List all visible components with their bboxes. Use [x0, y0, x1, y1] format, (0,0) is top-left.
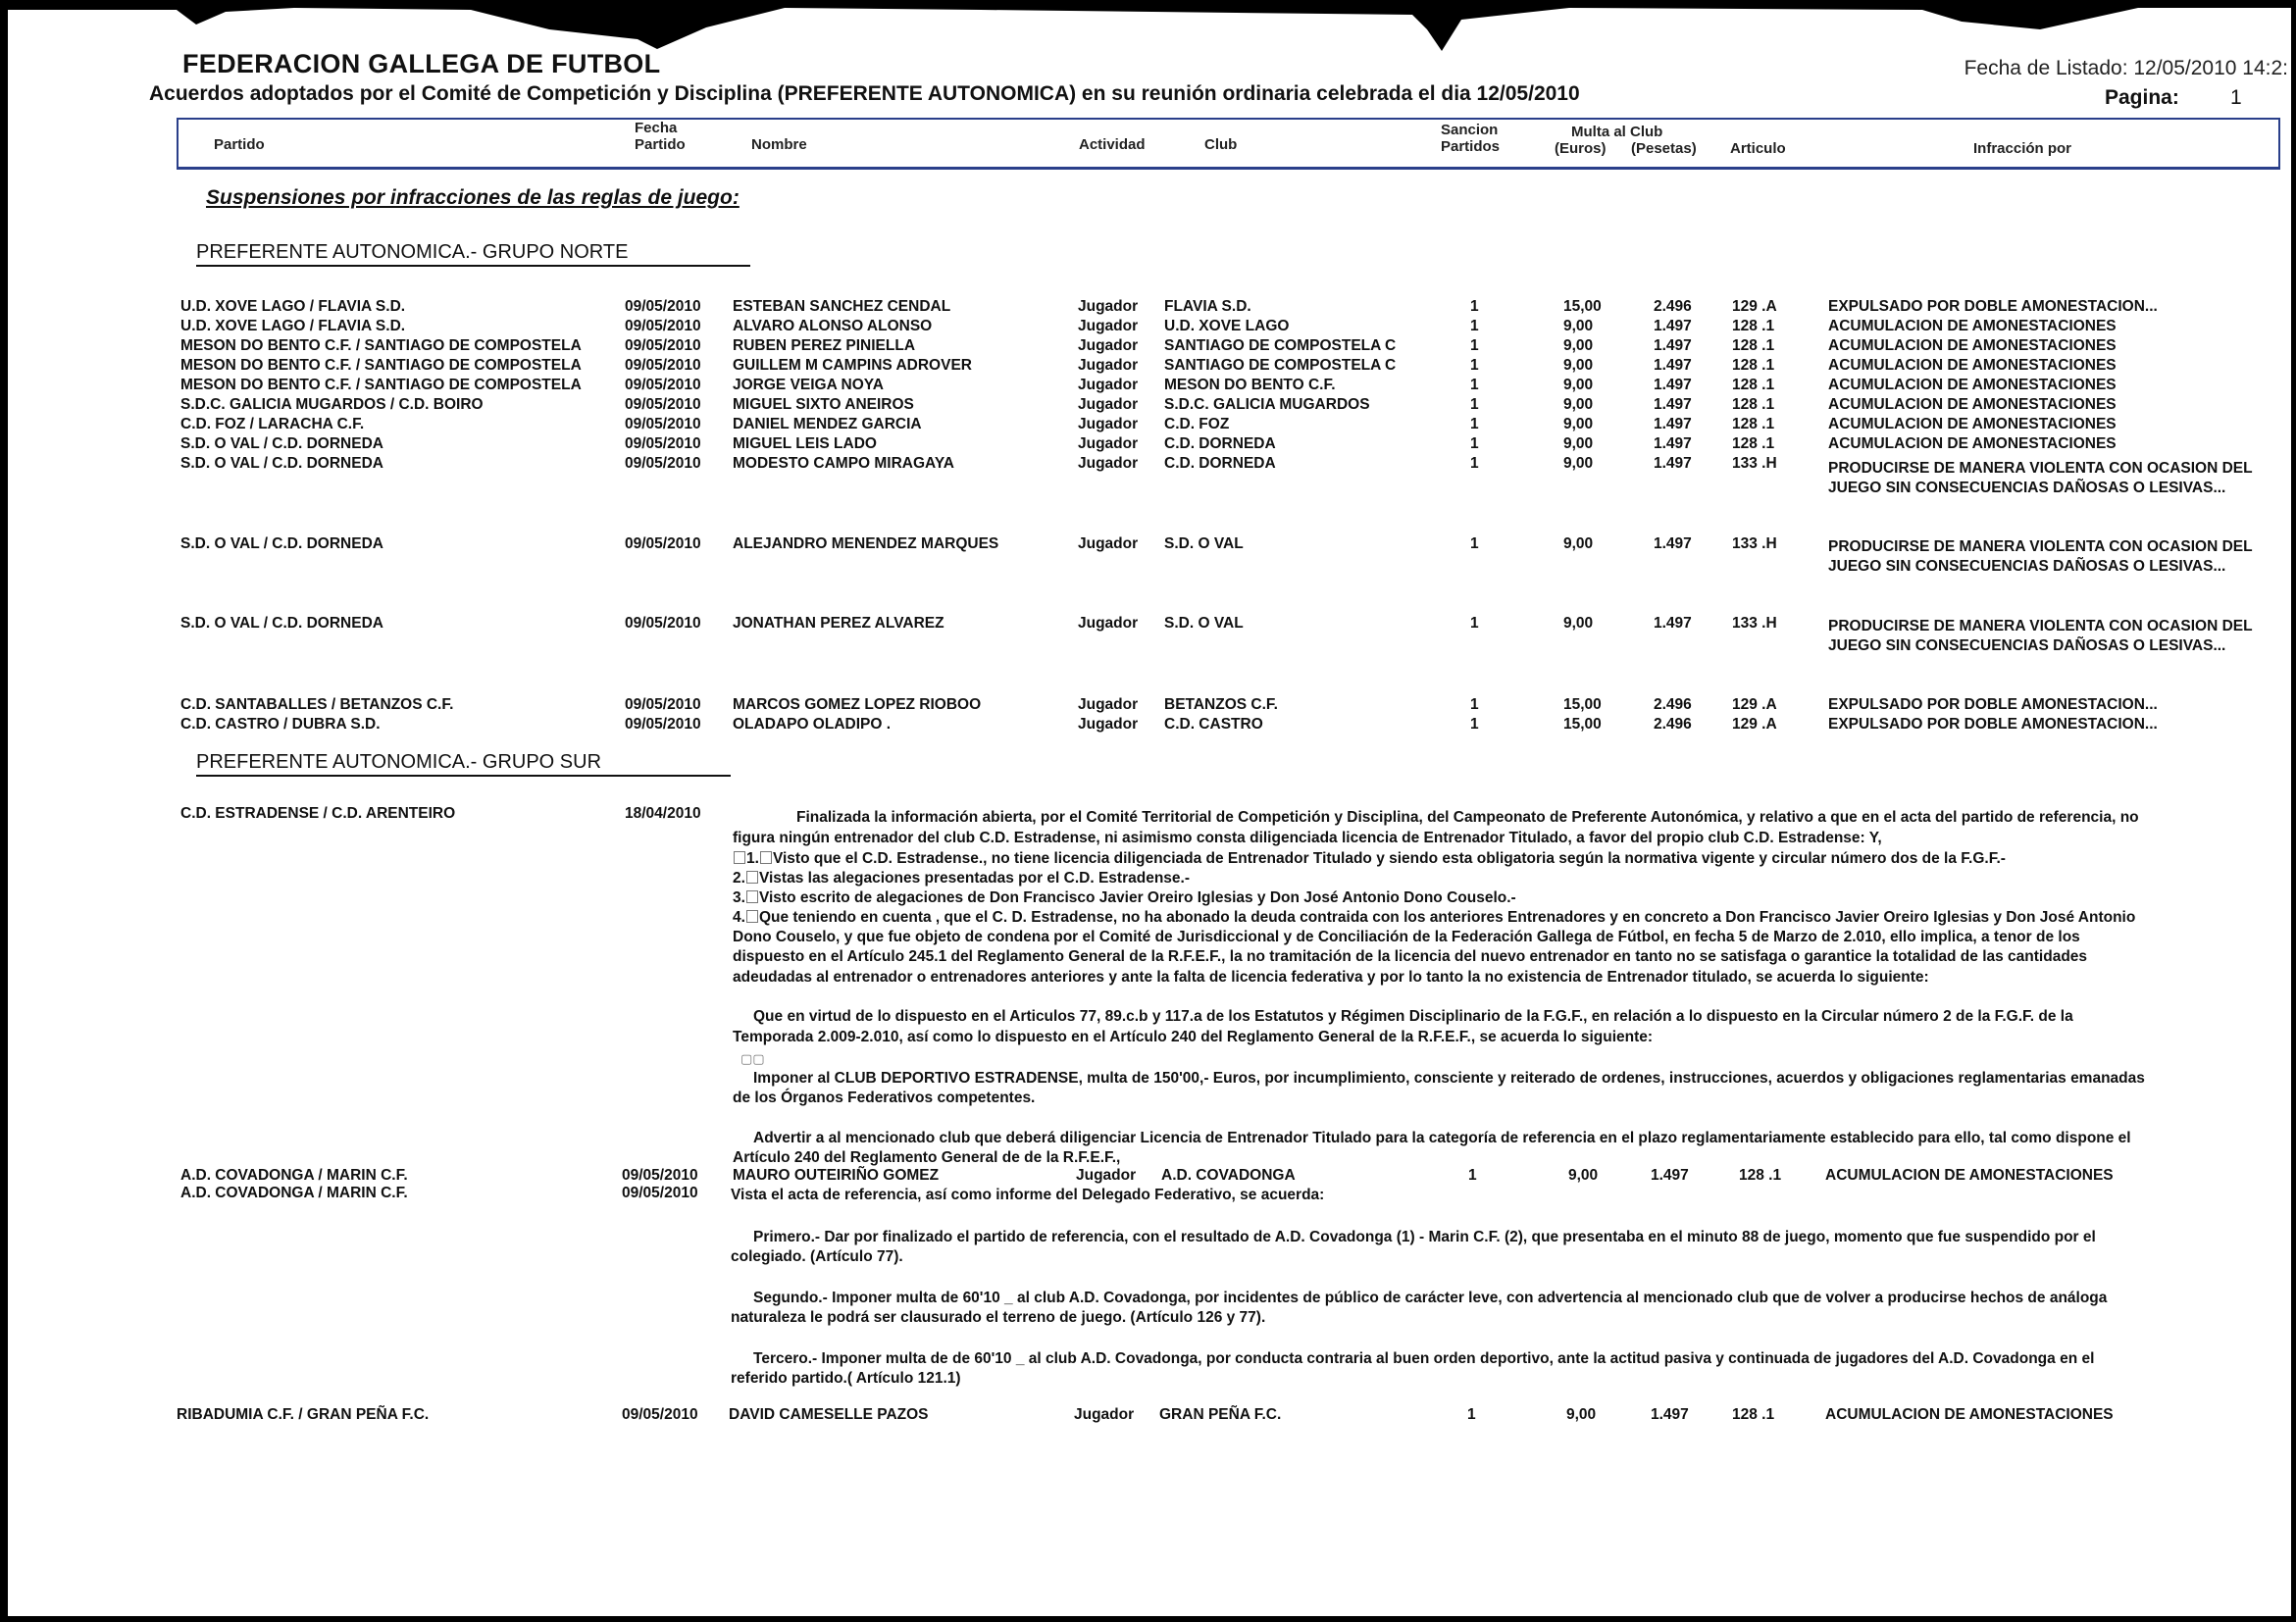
cell-sancion: 1 [1470, 535, 1479, 552]
cell-actividad: Jugador [1078, 535, 1139, 552]
cell-pesetas: 2.496 [1654, 716, 1692, 733]
cell-infraccion: ACUMULACION DE AMONESTACIONES [1828, 318, 2117, 334]
cell-sancion: 1 [1470, 298, 1479, 315]
cell-articulo: 128 .1 [1732, 396, 1775, 413]
cell-fecha: 09/05/2010 [625, 535, 701, 552]
cell-euros: 15,00 [1563, 716, 1602, 733]
cell-nombre: MODESTO CAMPO MIRAGAYA [733, 455, 954, 472]
cell-articulo: 128 .1 [1732, 377, 1775, 393]
checkbox-glyph-icon [760, 851, 772, 864]
resolution-line: Que en virtud de lo dispuesto en el Articulos 77, 89.c.b y 117.a de los Estatutos y Régimen Disciplinario de la F.G.F., en relación a lo dispuesto en la Circular número 2 de la F.G.F. de la [753, 1008, 2073, 1025]
cell-club: BETANZOS C.F. [1164, 696, 1278, 713]
cell-partido: MESON DO BENTO C.F. / SANTIAGO DE COMPOSTELA [180, 337, 582, 354]
cell-infraccion: PRODUCIRSE DE MANERA VIOLENTA CON OCASION DEL JUEGO SIN CONSECUENCIAS DAÑOSAS O LESIVAS... [1828, 618, 2253, 654]
cell-articulo: 128 .1 [1732, 1406, 1775, 1423]
col-sancion-top: Sancion [1441, 122, 1499, 138]
cell-partido: C.D. SANTABALLES / BETANZOS C.F. [180, 696, 454, 713]
cell-infraccion: ACUMULACION DE AMONESTACIONES [1825, 1167, 2114, 1184]
cell-fecha: 09/05/2010 [625, 377, 701, 393]
cell-articulo: 128 .1 [1732, 416, 1775, 432]
checkbox-glyph-icon [746, 890, 758, 903]
table-row [0, 357, 2296, 375]
cell-fecha: 09/05/2010 [625, 337, 701, 354]
cell-nombre: MIGUEL LEIS LADO [733, 435, 877, 452]
resolution-line: dispuesto en el Artículo 245.1 del Reglamento General de la R.F.E.F., la no tramitación de la licencia del nuevo entrenador en tanto no se satisfaga o garantice la totalidad de las cantidades [733, 948, 2088, 965]
cell-nombre: DANIEL MENDEZ GARCIA [733, 416, 922, 432]
cell-articulo: 128 .1 [1732, 337, 1775, 354]
cell-club: MESON DO BENTO C.F. [1164, 377, 1336, 393]
cell-club: SANTIAGO DE COMPOSTELA C [1164, 337, 1397, 354]
cell-sancion: 1 [1470, 416, 1479, 432]
resolution-line: referido partido.( Artículo 121.1) [731, 1370, 961, 1387]
cell-partido: U.D. XOVE LAGO / FLAVIA S.D. [180, 318, 406, 334]
page-label: Pagina: [2105, 86, 2179, 109]
cell-euros: 9,00 [1563, 396, 1594, 413]
table-row [0, 298, 2296, 316]
cell-articulo: 128 .1 [1732, 357, 1775, 374]
cell-nombre: OLADAPO OLADIPO . [733, 716, 892, 733]
cell-club: GRAN PEÑA F.C. [1159, 1406, 1282, 1423]
cell-articulo: 128 .1 [1739, 1167, 1782, 1184]
section-title: Suspensiones por infracciones de las reglas de juego: [206, 186, 740, 209]
cell-pesetas: 1.497 [1654, 455, 1692, 472]
col-euros: (Euros) [1555, 140, 1607, 157]
cell-sancion: 1 [1470, 318, 1479, 334]
cell-pesetas: 1.497 [1654, 318, 1692, 334]
cell-partido: MESON DO BENTO C.F. / SANTIAGO DE COMPOSTELA [180, 357, 582, 374]
cell-fecha: 09/05/2010 [622, 1406, 698, 1423]
cell-sancion: 1 [1467, 1406, 1476, 1423]
cell-partido: C.D. ESTRADENSE / C.D. ARENTEIRO [180, 805, 456, 822]
table-row [0, 1406, 2296, 1424]
cell-infraccion: ACUMULACION DE AMONESTACIONES [1828, 357, 2117, 374]
col-club: Club [1204, 136, 1238, 153]
cell-infraccion: EXPULSADO POR DOBLE AMONESTACION... [1828, 298, 2158, 315]
document-subtitle: Acuerdos adoptados por el Comité de Competición y Disciplina (PREFERENTE AUTONOMICA) en su reunión ordinaria celebrada el dia 12/05/2010 [149, 82, 1580, 105]
cell-fecha: 18/04/2010 [625, 805, 701, 822]
cell-club: S.D.C. GALICIA MUGARDOS [1164, 396, 1370, 413]
col-actividad: Actividad [1079, 136, 1146, 153]
col-fecha-bottom: Partido [635, 136, 686, 153]
cell-infraccion: ACUMULACION DE AMONESTACIONES [1828, 396, 2117, 413]
cell-partido: S.D. O VAL / C.D. DORNEDA [180, 455, 383, 472]
cell-euros: 15,00 [1563, 696, 1602, 713]
cell-euros: 9,00 [1563, 357, 1594, 374]
cell-pesetas: 2.496 [1654, 298, 1692, 315]
item-text: Visto que el C.D. Estradense., no tiene licencia diligenciada de Entrenador Titulado y siendo esta obligatoria según la normativa vigente y circular número dos de la F.G.F.- [772, 850, 2006, 867]
resolution-line: Dono Couselo, y que fue objeto de condena por el Comité de Jurisdiccional y de Conciliación de la Federación Gallega de Fútbol, en fecha 5 de Marzo de 2.010, ello implica, a tenor de los [733, 929, 2080, 945]
cell-pesetas: 1.497 [1654, 337, 1692, 354]
resolution-line: Vista el acta de referencia, así como informe del Delegado Federativo, se acuerda: [731, 1187, 1325, 1203]
cell-fecha: 09/05/2010 [625, 298, 701, 315]
cell-club: S.D. O VAL [1164, 535, 1244, 552]
cell-euros: 9,00 [1566, 1406, 1597, 1423]
cell-articulo: 128 .1 [1732, 435, 1775, 452]
cell-partido: S.D. O VAL / C.D. DORNEDA [180, 615, 383, 632]
cell-nombre: RUBEN PEREZ PINIELLA [733, 337, 916, 354]
cell-actividad: Jugador [1078, 396, 1139, 413]
table-row [0, 396, 2296, 414]
cell-sancion: 1 [1470, 716, 1479, 733]
resolution-line: Advertir a al mencionado club que deberá diligenciar Licencia de Entrenador Titulado para la categoría de referencia en el plazo reglamentariamente establecido para ello, tal como dispone el [753, 1130, 2131, 1146]
cell-fecha: 09/05/2010 [625, 615, 701, 632]
item-text: Vistas las alegaciones presentadas por el C.D. Estradense.- [758, 870, 1191, 887]
table-row [0, 337, 2296, 355]
cell-nombre: JONATHAN PEREZ ALVAREZ [733, 615, 944, 632]
cell-euros: 9,00 [1563, 416, 1594, 432]
table-row [0, 696, 2296, 714]
cell-fecha: 09/05/2010 [625, 696, 701, 713]
table-row [0, 716, 2296, 734]
cell-sancion: 1 [1470, 337, 1479, 354]
cell-sancion: 1 [1470, 396, 1479, 413]
cell-nombre: ALVARO ALONSO ALONSO [733, 318, 933, 334]
item-number: 2. [733, 870, 745, 887]
resolution-line [733, 869, 1190, 889]
cell-euros: 9,00 [1563, 455, 1594, 472]
resolution-line: figura ningún entrenador del club C.D. Estradense, ni asimismo consta diligenciada licencia de Entrenador Titulado, a favor del propio club C.D. Estradense: Y, [733, 830, 1882, 846]
cell-sancion: 1 [1470, 696, 1479, 713]
cell-pesetas: 1.497 [1651, 1406, 1689, 1423]
checkbox-glyph-icon [734, 851, 745, 864]
cell-fecha: 09/05/2010 [625, 318, 701, 334]
cell-euros: 9,00 [1563, 318, 1594, 334]
listing-date: Fecha de Listado: 12/05/2010 14:2: [1964, 57, 2288, 79]
cell-infraccion: EXPULSADO POR DOBLE AMONESTACION... [1828, 696, 2158, 713]
col-pesetas: (Pesetas) [1631, 140, 1697, 157]
col-articulo: Articulo [1730, 140, 1786, 157]
cell-infraccion: ACUMULACION DE AMONESTACIONES [1828, 377, 2117, 393]
cell-nombre: MAURO OUTEIRIÑO GOMEZ [733, 1167, 940, 1184]
cell-euros: 9,00 [1568, 1167, 1599, 1184]
cell-actividad: Jugador [1074, 1406, 1135, 1423]
cell-nombre: MIGUEL SIXTO ANEIROS [733, 396, 914, 413]
cell-infraccion: ACUMULACION DE AMONESTACIONES [1828, 435, 2117, 452]
cell-actividad: Jugador [1078, 615, 1139, 632]
cell-sancion: 1 [1470, 455, 1479, 472]
cell-partido: C.D. FOZ / LARACHA C.F. [180, 416, 365, 432]
cell-fecha: 09/05/2010 [625, 455, 701, 472]
cell-sancion: 1 [1470, 377, 1479, 393]
cell-actividad: Jugador [1078, 716, 1139, 733]
resolution-line: Primero.- Dar por finalizado el partido de referencia, con el resultado de A.D. Covadonga (1) - Marin C.F. (2), que presentaba en el minuto 88 de juego, momento que fue suspendido por el [753, 1229, 2096, 1245]
item-number: 1. [746, 850, 759, 867]
cell-sancion: 1 [1468, 1167, 1477, 1184]
cell-fecha: 09/05/2010 [622, 1185, 698, 1201]
cell-club: A.D. COVADONGA [1161, 1167, 1296, 1184]
cell-partido: MESON DO BENTO C.F. / SANTIAGO DE COMPOSTELA [180, 377, 582, 393]
cell-club: U.D. XOVE LAGO [1164, 318, 1290, 334]
cell-sancion: 1 [1470, 615, 1479, 632]
checkbox-glyph-icon [746, 910, 758, 923]
cell-pesetas: 1.497 [1651, 1167, 1689, 1184]
cell-nombre: MARCOS GOMEZ LOPEZ RIOBOO [733, 696, 982, 713]
cell-actividad: Jugador [1078, 455, 1139, 472]
cell-partido: U.D. XOVE LAGO / FLAVIA S.D. [180, 298, 406, 315]
cell-sancion: 1 [1470, 357, 1479, 374]
cell-nombre: JORGE VEIGA NOYA [733, 377, 884, 393]
table-row [0, 416, 2296, 433]
cell-infraccion: ACUMULACION DE AMONESTACIONES [1828, 337, 2117, 354]
cell-partido: RIBADUMIA C.F. / GRAN PEÑA F.C. [177, 1406, 430, 1423]
cell-club: C.D. FOZ [1164, 416, 1230, 432]
cell-actividad: Jugador [1078, 298, 1139, 315]
cell-pesetas: 1.497 [1654, 615, 1692, 632]
resolution-line: Imponer al CLUB DEPORTIVO ESTRADENSE, multa de 150'00,- Euros, por incumplimiento, consciente y reiterado de ordenes, instrucciones, acuerdos y obligaciones reglamentarias emanadas [753, 1070, 2145, 1087]
resolution-line [733, 849, 2006, 870]
group-sur-heading: PREFERENTE AUTONOMICA.- GRUPO SUR [196, 751, 731, 777]
cell-pesetas: 1.497 [1654, 357, 1692, 374]
cell-euros: 9,00 [1563, 377, 1594, 393]
cell-partido: A.D. COVADONGA / MARIN C.F. [180, 1185, 408, 1201]
resolution-line: Finalizada la información abierta, por el Comité Territorial de Competición y Disciplina, del Campeonato de Preferente Autonómica, y relativo a que en el acta del partido de referencia, no [796, 809, 2139, 826]
cell-euros: 9,00 [1563, 615, 1594, 632]
item-text: Que teniendo en cuenta , que el C. D. Estradense, no ha abonado la deuda contraida con los anteriores Entrenadores y en concreto a Don Francisco Javier Oreiro Iglesias y Don José Antonio [758, 909, 2136, 926]
cell-fecha: 09/05/2010 [625, 357, 701, 374]
cell-articulo: 128 .1 [1732, 318, 1775, 334]
cell-actividad: Jugador [1078, 696, 1139, 713]
cell-club: S.D. O VAL [1164, 615, 1244, 632]
cell-fecha: 09/05/2010 [625, 396, 701, 413]
col-fecha-top: Fecha [635, 120, 678, 136]
cell-actividad: Jugador [1078, 337, 1139, 354]
cell-articulo: 129 .A [1732, 298, 1777, 315]
item-number: 3. [733, 889, 745, 906]
cell-fecha: 09/05/2010 [625, 416, 701, 432]
cell-actividad: Jugador [1078, 377, 1139, 393]
federation-title: FEDERACION GALLEGA DE FUTBOL [182, 49, 661, 78]
cell-actividad: Jugador [1076, 1167, 1137, 1184]
cell-fecha: 09/05/2010 [625, 435, 701, 452]
cell-infraccion: PRODUCIRSE DE MANERA VIOLENTA CON OCASION DEL JUEGO SIN CONSECUENCIAS DAÑOSAS O LESIVAS... [1828, 538, 2253, 575]
cell-pesetas: 1.497 [1654, 416, 1692, 432]
cell-pesetas: 1.497 [1654, 377, 1692, 393]
checkbox-glyph-icon: ▢▢ [740, 1051, 765, 1066]
resolution-line: colegiado. (Artículo 77). [731, 1248, 903, 1265]
cell-euros: 15,00 [1563, 298, 1602, 315]
cell-pesetas: 1.497 [1654, 535, 1692, 552]
resolution-line [733, 908, 2135, 929]
cell-euros: 9,00 [1563, 535, 1594, 552]
cell-club: C.D. DORNEDA [1164, 455, 1276, 472]
page-number: 1 [2230, 86, 2242, 109]
cell-actividad: Jugador [1078, 416, 1139, 432]
cell-partido: S.D.C. GALICIA MUGARDOS / C.D. BOIRO [180, 396, 484, 413]
cell-sancion: 1 [1470, 435, 1479, 452]
table-row [0, 1167, 2296, 1185]
cell-partido: S.D. O VAL / C.D. DORNEDA [180, 535, 383, 552]
resolution-line: Temporada 2.009-2.010, así como lo dispuesto en el Artículo 240 del Reglamento General de la R.F.E.F., se acuerda lo siguiente: [733, 1029, 1654, 1045]
group-norte-heading: PREFERENTE AUTONOMICA.- GRUPO NORTE [196, 241, 750, 267]
col-infraccion: Infracción por [1973, 140, 2072, 157]
resolution-line: Segundo.- Imponer multa de 60'10 _ al club A.D. Covadonga, por incidentes de público de carácter leve, con advertencia al mencionado club que de volver a producirse hechos de análoga [753, 1290, 2108, 1306]
cell-nombre: DAVID CAMESELLE PAZOS [729, 1406, 929, 1423]
checkbox-glyph-icon [746, 871, 758, 884]
cell-infraccion: PRODUCIRSE DE MANERA VIOLENTA CON OCASION DEL JUEGO SIN CONSECUENCIAS DAÑOSAS O LESIVAS... [1828, 460, 2253, 496]
table-row [0, 377, 2296, 394]
col-sancion-bottom: Partidos [1441, 138, 1501, 155]
resolution-line: naturaleza le podrá ser clausurado el terreno de juego. (Artículo 126 y 77). [731, 1309, 1266, 1326]
cell-infraccion: ACUMULACION DE AMONESTACIONES [1828, 416, 2117, 432]
cell-articulo: 133 .H [1732, 535, 1777, 552]
cell-club: SANTIAGO DE COMPOSTELA C [1164, 357, 1397, 374]
resolution-line: Tercero.- Imponer multa de de 60'10 _ al club A.D. Covadonga, por conducta contraria al buen orden deportivo, ante la actitud pasiva y continuada de jugadores del A.D. Covadonga en el [753, 1350, 2095, 1367]
resolution-line [733, 888, 1516, 909]
cell-pesetas: 1.497 [1654, 396, 1692, 413]
cell-club: FLAVIA S.D. [1164, 298, 1251, 315]
cell-articulo: 133 .H [1732, 615, 1777, 632]
cell-actividad: Jugador [1078, 357, 1139, 374]
column-header-box [177, 118, 2280, 170]
cell-infraccion: EXPULSADO POR DOBLE AMONESTACION... [1828, 716, 2158, 733]
cell-euros: 9,00 [1563, 337, 1594, 354]
cell-articulo: 129 .A [1732, 696, 1777, 713]
item-text: Visto escrito de alegaciones de Don Francisco Javier Oreiro Iglesias y Don José Antonio Dono Couselo.- [758, 889, 1516, 906]
cell-partido: C.D. CASTRO / DUBRA S.D. [180, 716, 381, 733]
cell-club: C.D. CASTRO [1164, 716, 1263, 733]
cell-actividad: Jugador [1078, 435, 1139, 452]
cell-euros: 9,00 [1563, 435, 1594, 452]
cell-nombre: GUILLEM M CAMPINS ADROVER [733, 357, 972, 374]
resolution-line: de los Órganos Federativos competentes. [733, 1090, 1036, 1106]
cell-actividad: Jugador [1078, 318, 1139, 334]
cell-nombre: ESTEBAN SANCHEZ CENDAL [733, 298, 951, 315]
resolution-line: adeudadas al entrenador o entrenadores anteriores y ante la falta de licencia federativa y por lo tanto la no existencia de Entrenador titulado, se acuerda lo siguiente: [733, 969, 1929, 986]
cell-articulo: 133 .H [1732, 455, 1777, 472]
cell-pesetas: 2.496 [1654, 696, 1692, 713]
cell-fecha: 09/05/2010 [622, 1167, 698, 1184]
cell-fecha: 09/05/2010 [625, 716, 701, 733]
cell-partido: S.D. O VAL / C.D. DORNEDA [180, 435, 383, 452]
resolution-line: Artículo 240 del Reglamento General de de la R.F.E.F., [733, 1149, 1121, 1166]
cell-club: C.D. DORNEDA [1164, 435, 1276, 452]
table-row [0, 318, 2296, 335]
col-nombre: Nombre [751, 136, 807, 153]
cell-articulo: 129 .A [1732, 716, 1777, 733]
cell-pesetas: 1.497 [1654, 435, 1692, 452]
col-multa: Multa al Club [1571, 124, 1663, 140]
item-number: 4. [733, 909, 745, 926]
cell-nombre: ALEJANDRO MENENDEZ MARQUES [733, 535, 999, 552]
scan-border-bottom [0, 1616, 2296, 1622]
cell-infraccion: ACUMULACION DE AMONESTACIONES [1825, 1406, 2114, 1423]
col-partido: Partido [214, 136, 265, 153]
table-row [0, 435, 2296, 453]
cell-partido: A.D. COVADONGA / MARIN C.F. [180, 1167, 408, 1184]
